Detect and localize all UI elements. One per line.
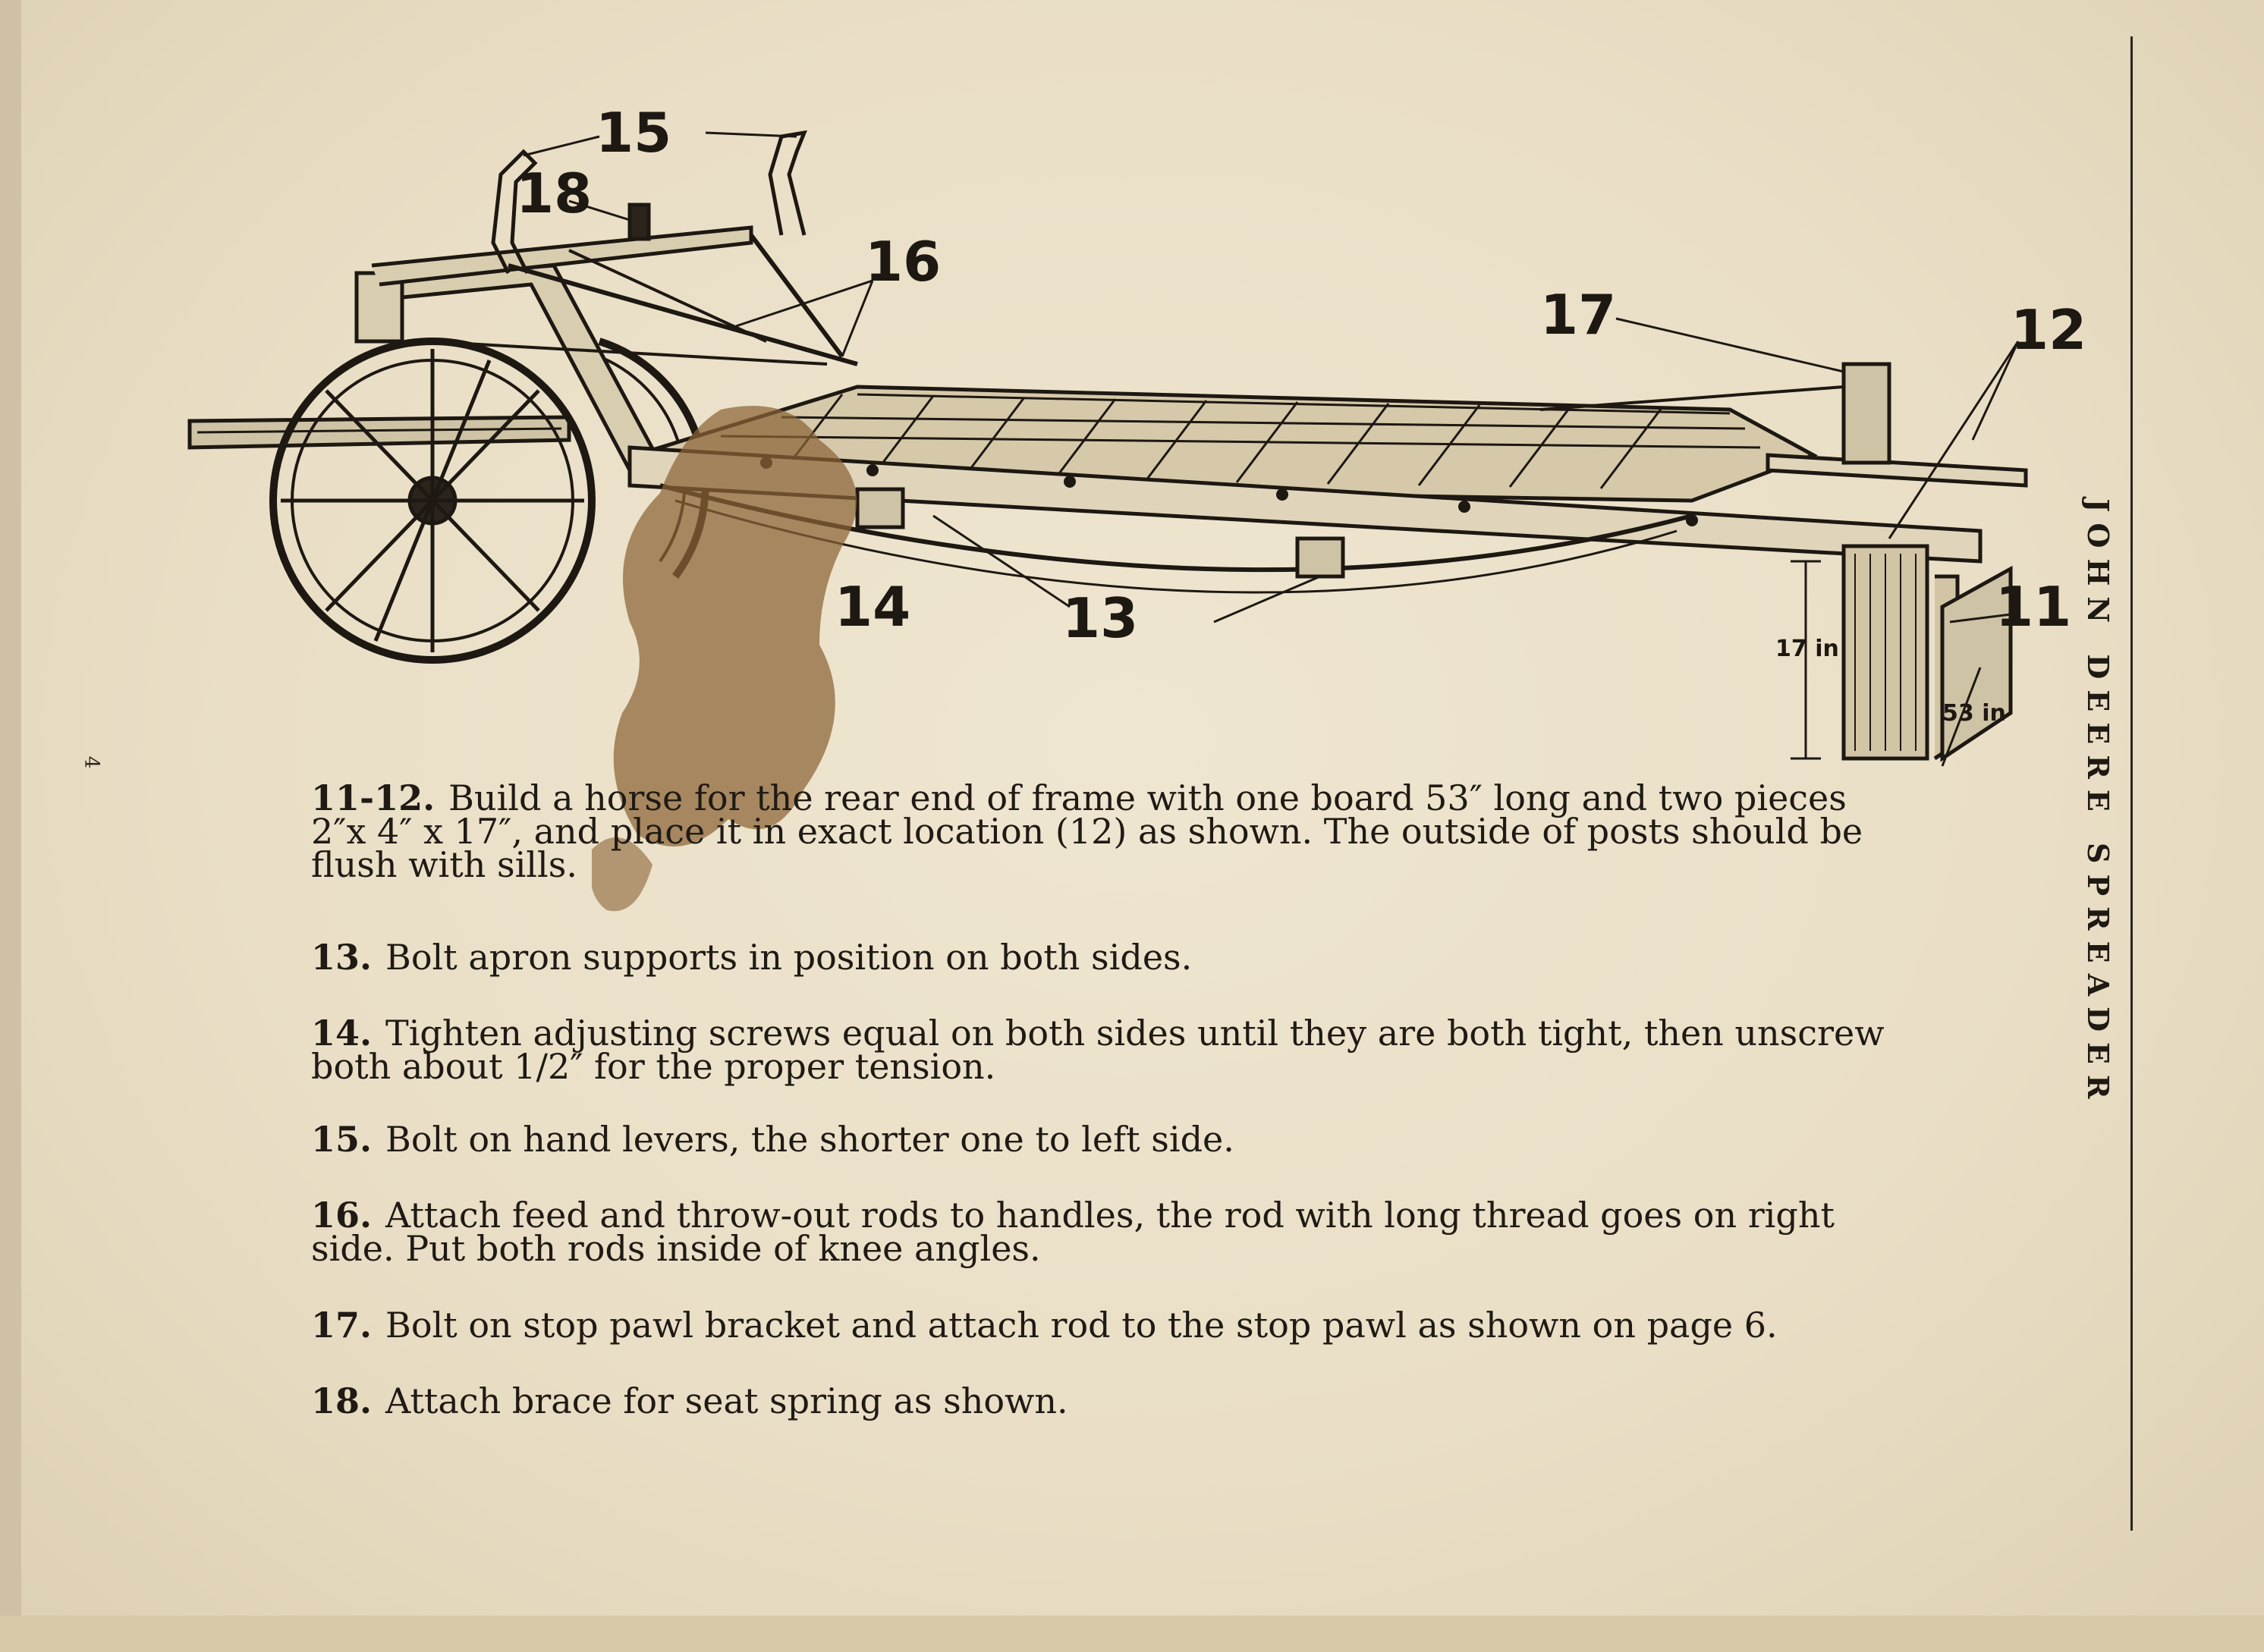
dimension-17in: 17 in xyxy=(1775,636,1839,662)
step-text: Attach feed and throw-out rods to handles, the rod with long thread goes on right side. Put both rods inside of knee angles. xyxy=(311,1195,1835,1269)
dimension-53in: 53 in xyxy=(1942,700,2006,727)
callout-12: 12 xyxy=(2011,298,2086,362)
step-number: 15. xyxy=(311,1119,373,1160)
instruction-18 xyxy=(311,1380,1904,1421)
step-text: Build a horse for the rear end of frame with one board 53″ long and two pieces 2″x 4″ x 17″, and place it in exact location (12) as shown. The outside of posts should be flush with sills. xyxy=(311,777,1863,885)
callout-15: 15 xyxy=(596,101,672,165)
instruction-17 xyxy=(311,1305,1904,1346)
callout-14: 14 xyxy=(835,575,911,639)
step-number: 11-12. xyxy=(311,777,436,818)
instruction-13 xyxy=(311,937,1904,978)
page-bottom-edge xyxy=(0,1616,2264,1652)
step-number: 14. xyxy=(311,1013,373,1054)
callout-17: 17 xyxy=(1540,283,1617,347)
instruction-15 xyxy=(311,1119,1904,1160)
callout-11: 11 xyxy=(1995,575,2072,639)
step-number: 17. xyxy=(311,1305,373,1346)
callout-18: 18 xyxy=(516,162,593,225)
page-number: 4 xyxy=(80,755,103,769)
page-left-edge xyxy=(0,0,21,1652)
step-number: 13. xyxy=(311,937,373,978)
step-text: Bolt apron supports in position on both sides. xyxy=(385,937,1193,978)
callout-16: 16 xyxy=(865,230,942,294)
step-text: Tighten adjusting screws equal on both sides until they are both tight, then unscrew both about 1/2″ for the proper tension. xyxy=(311,1013,1885,1087)
step-text: Attach brace for seat spring as shown. xyxy=(385,1380,1068,1421)
instruction-16 xyxy=(311,1195,1904,1269)
step-text: Bolt on hand levers, the shorter one to left side. xyxy=(385,1119,1234,1160)
side-title: JOHN DEERE SPREADER xyxy=(2081,498,2115,1110)
spreader-frame-illustration xyxy=(175,91,2086,774)
step-text: Bolt on stop pawl bracket and attach rod to the stop pawl as shown on page 6. xyxy=(385,1305,1778,1346)
callout-13: 13 xyxy=(1062,586,1139,650)
instruction-11-12 xyxy=(311,777,1904,885)
step-number: 16. xyxy=(311,1195,373,1236)
step-number: 18. xyxy=(311,1380,373,1421)
instruction-14 xyxy=(311,1013,1904,1087)
